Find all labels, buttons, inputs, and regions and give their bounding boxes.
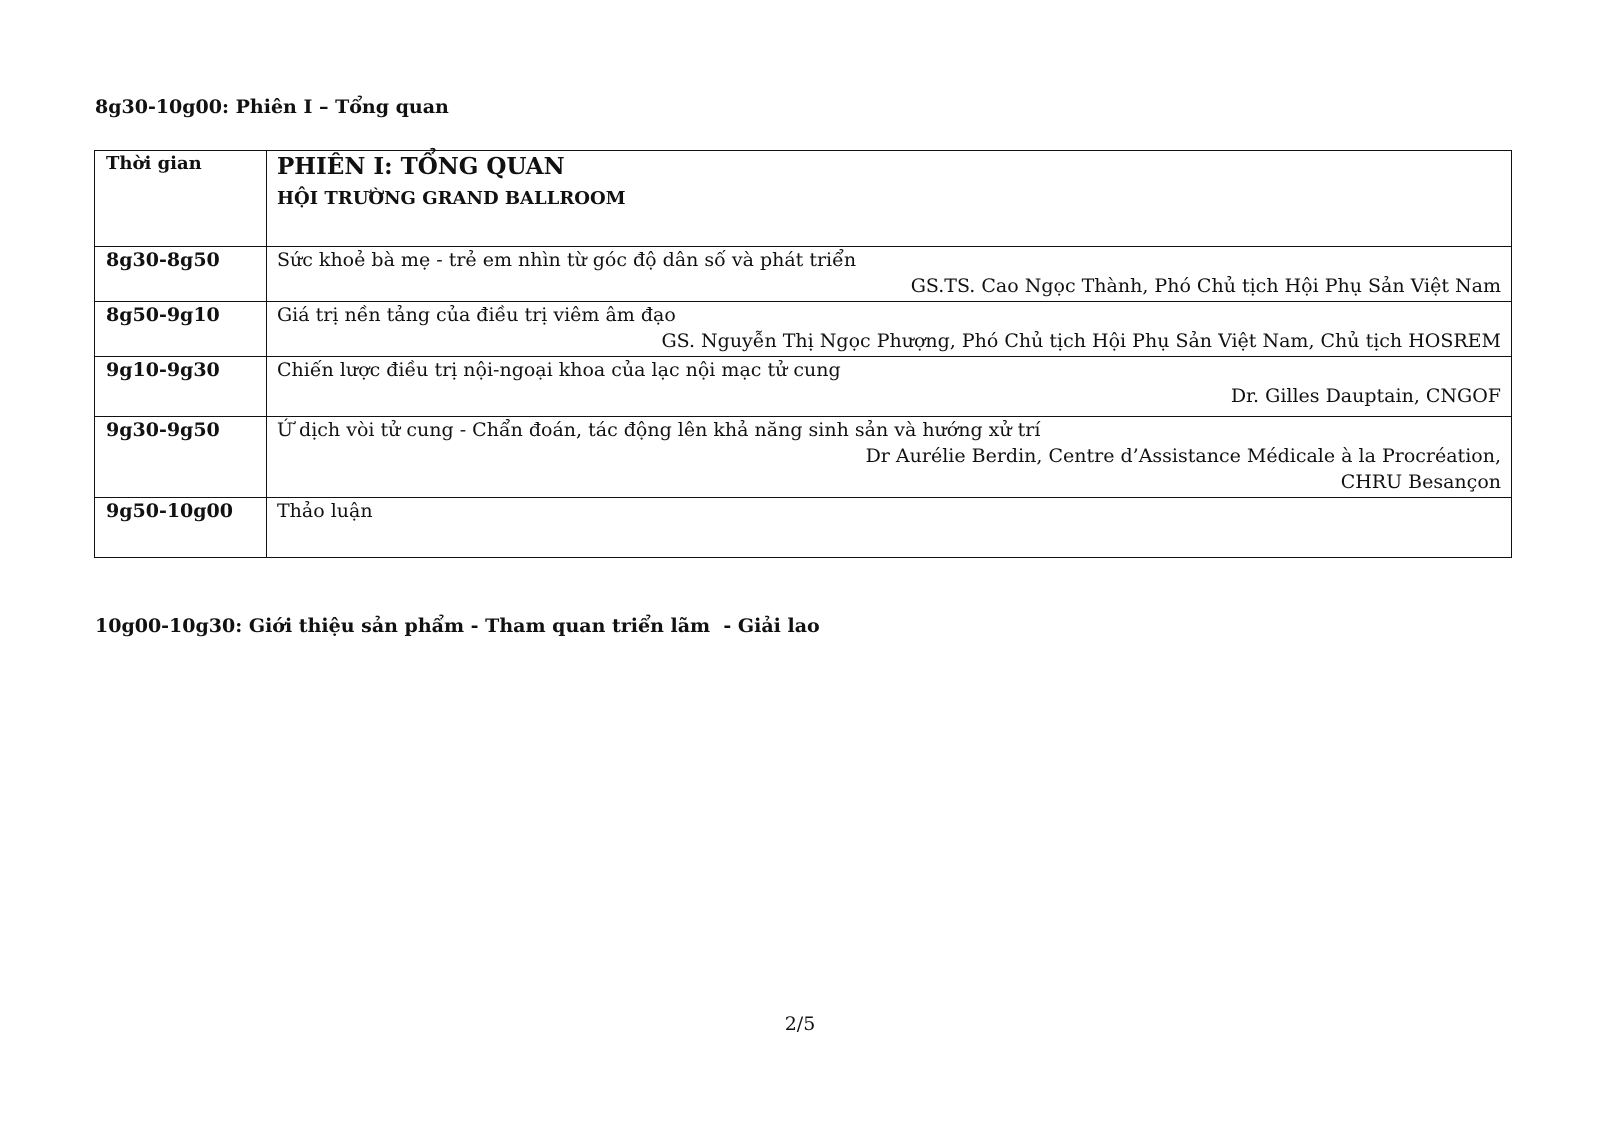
content-cell (267, 498, 1512, 558)
page-number: 2/5 (784, 1013, 816, 1035)
table-row (95, 302, 1512, 357)
table-header-row (95, 151, 1512, 247)
table-row (95, 247, 1512, 302)
content-cell (267, 357, 1512, 417)
talk-title: Sức khoẻ bà mẹ - trẻ em nhìn từ góc độ dân số và phát triển (277, 249, 857, 271)
session-title: PHIÊN I: TỔNG QUAN (277, 153, 565, 180)
speaker: Dr Aurélie Berdin, Centre d’Assistance Médicale à la Procréation, (865, 445, 1501, 467)
content-cell (267, 247, 1512, 302)
speaker: Dr. Gilles Dauptain, CNGOF (1230, 385, 1501, 407)
table-row (95, 417, 1512, 498)
talk-title: Chiến lược điều trị nội-ngoại khoa của lạc nội mạc tử cung (277, 359, 841, 381)
session-title-cell (267, 151, 1512, 247)
time-cell: 9g10-9g30 (95, 357, 267, 417)
time-cell: 9g50-10g00 (95, 498, 267, 558)
table-row (95, 357, 1512, 417)
time-cell: 9g30-9g50 (95, 417, 267, 498)
schedule-table (94, 150, 1512, 558)
talk-title: Giá trị nền tảng của điều trị viêm âm đạo (277, 304, 676, 326)
time-cell: 8g30-8g50 (95, 247, 267, 302)
time-column-header: Thời gian (95, 151, 267, 247)
break-heading: 10g00-10g30: Giới thiệu sản phẩm - Tham quan triển lãm - Giải lao (95, 615, 820, 637)
speaker-affiliation: CHRU Besançon (1340, 471, 1501, 493)
content-cell (267, 417, 1512, 498)
speaker: GS. Nguyễn Thị Ngọc Phượng, Phó Chủ tịch Hội Phụ Sản Việt Nam, Chủ tịch HOSREM (661, 330, 1501, 352)
content-cell (267, 302, 1512, 357)
session-heading: 8g30-10g00: Phiên I – Tổng quan (95, 96, 449, 118)
talk-title: Ứ dịch vòi tử cung - Chẩn đoán, tác động lên khả năng sinh sản và hướng xử trí (277, 419, 1041, 441)
table-row (95, 498, 1512, 558)
talk-title: Thảo luận (277, 500, 373, 522)
session-venue: HỘI TRƯỜNG GRAND BALLROOM (277, 188, 626, 209)
time-cell: 8g50-9g10 (95, 302, 267, 357)
speaker: GS.TS. Cao Ngọc Thành, Phó Chủ tịch Hội Phụ Sản Việt Nam (910, 275, 1501, 297)
